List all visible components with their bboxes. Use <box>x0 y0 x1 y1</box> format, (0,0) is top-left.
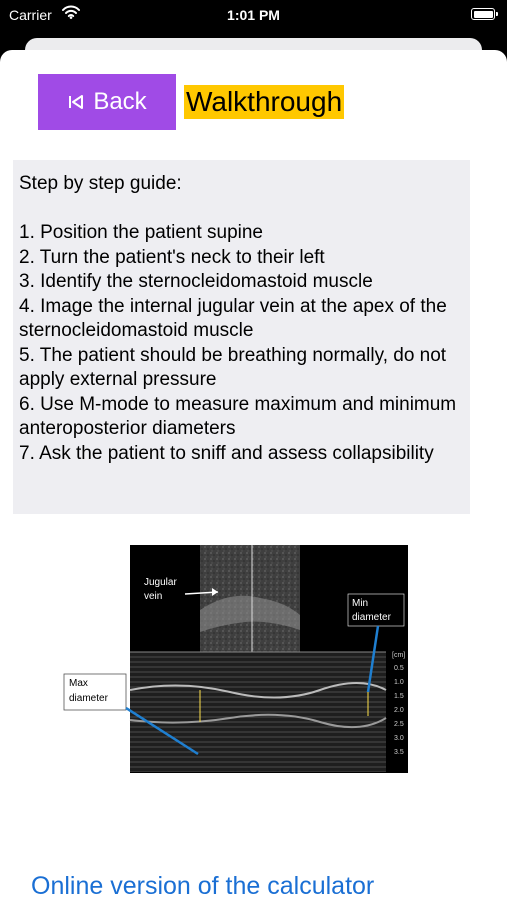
list-item: 7. Ask the patient to sniff and assess collapsibility <box>19 442 434 464</box>
svg-text:1.0: 1.0 <box>394 679 404 686</box>
jugular-vein-label-2: vein <box>144 591 163 602</box>
svg-text:2.5: 2.5 <box>394 721 404 728</box>
list-item: 2. Turn the patient's neck to their left <box>19 246 325 268</box>
step-guide <box>13 160 470 514</box>
max-diameter-label-2: diameter <box>69 693 108 704</box>
svg-text:1.5: 1.5 <box>394 693 404 700</box>
modal-sheet <box>0 50 507 900</box>
page-title: Walkthrough <box>186 86 343 117</box>
skip-back-icon <box>67 93 85 111</box>
online-calculator-link[interactable]: Online version of the calculator <box>31 872 375 900</box>
battery-icon <box>471 8 495 20</box>
svg-text:3.0: 3.0 <box>394 735 404 742</box>
svg-text:3.5: 3.5 <box>394 749 404 756</box>
guide-heading: Step by step guide: <box>19 173 182 194</box>
list-item: 4. Image the internal jugular vein at the apex of the sternocleidomastoid muscle <box>19 295 447 341</box>
list-item: 6. Use M-mode to measure maximum and minimum anteroposterior diameters <box>19 393 457 439</box>
min-diameter-label-1: Min <box>352 598 369 609</box>
step-list <box>19 221 464 466</box>
list-item: 3. Identify the sternocleidomastoid muscle <box>19 271 373 292</box>
min-diameter-label-2: diameter <box>352 612 391 623</box>
svg-text:0.5: 0.5 <box>394 665 404 672</box>
carrier-label: Carrier <box>9 7 52 23</box>
back-button-label: Back <box>93 88 147 115</box>
scale-unit: [cm] <box>392 652 406 659</box>
svg-text:2.0: 2.0 <box>394 707 404 714</box>
ultrasound-figure <box>60 540 410 775</box>
jugular-vein-label-1: Jugular <box>144 577 177 588</box>
clock: 1:01 PM <box>227 7 280 23</box>
list-item: 5. The patient should be breathing normally, do not apply external pressure <box>19 344 447 390</box>
list-item: 1. Position the patient supine <box>19 222 264 243</box>
status-bar <box>0 0 507 32</box>
max-diameter-label-1: Max <box>69 678 88 689</box>
back-button[interactable] <box>38 74 176 130</box>
